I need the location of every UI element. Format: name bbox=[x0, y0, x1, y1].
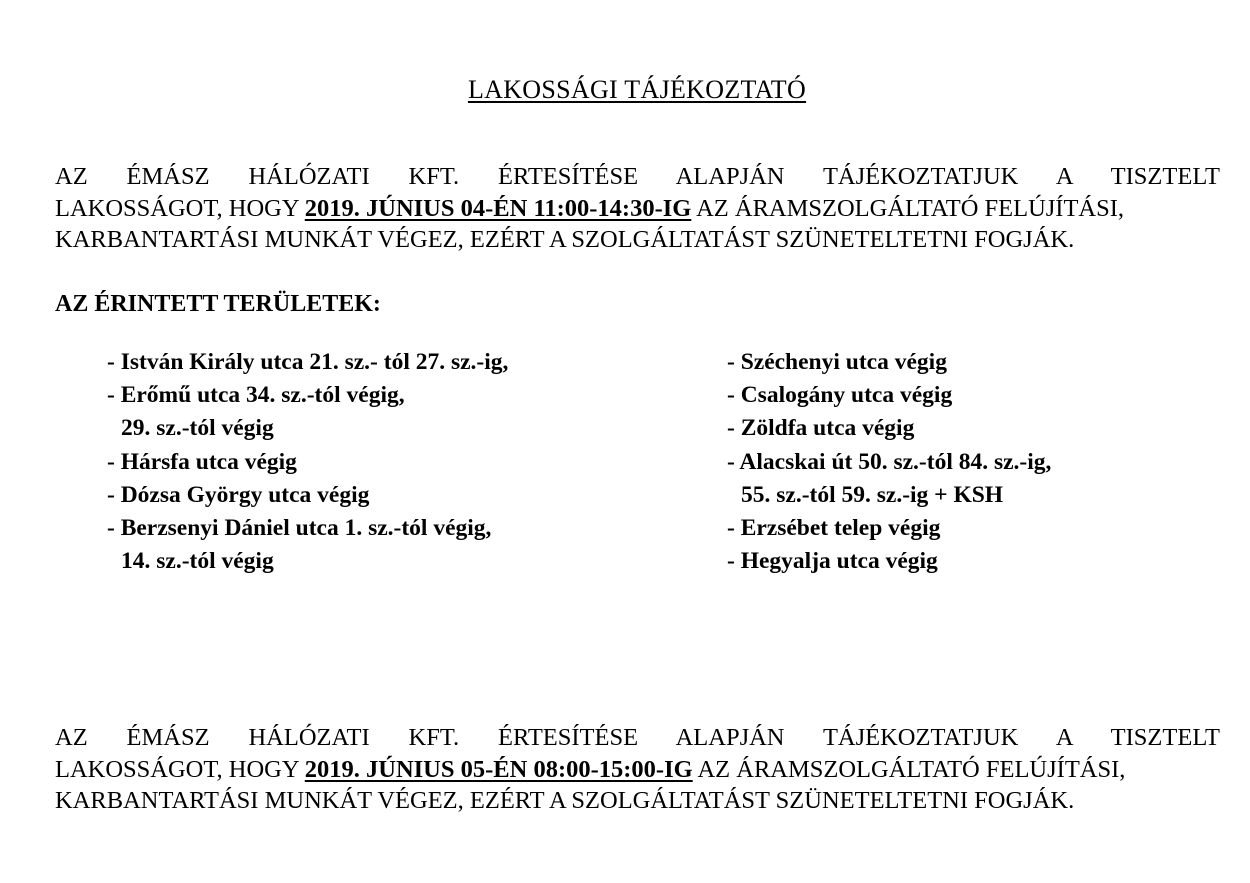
list-item: - Berzsenyi Dániel utca 1. sz.-tól végig, bbox=[107, 515, 492, 542]
outage-date-time: 2019. JÚNIUS 04-ÉN 11:00-14:30-IG bbox=[304, 194, 692, 222]
list-item: - István Király utca 21. sz.- tól 27. sz.-ig, bbox=[107, 349, 509, 375]
notice-text: LAKOSSÁGOT, HOGY bbox=[55, 194, 305, 222]
list-item-continuation: 14. sz.-tól végig bbox=[121, 548, 274, 575]
list-item: - Alacskai út 50. sz.-tól 84. sz.-ig, bbox=[727, 448, 1052, 475]
affected-areas-right-list bbox=[727, 346, 1051, 578]
list-item: - Zöldfa utca végig bbox=[727, 415, 915, 442]
affected-areas-left-list bbox=[107, 346, 508, 578]
notice-line bbox=[55, 754, 1220, 786]
notice-line: AZ ÉMÁSZ HÁLÓZATI KFT. ÉRTESÍTÉSE ALAPJÁN TÁJÉKOZTATJUK A TISZTELT bbox=[55, 724, 1220, 751]
notice-line: KARBANTARTÁSI MUNKÁT VÉGEZ, EZÉRT A SZOLGÁLTATÁST SZÜNETELTETNI FOGJÁK. bbox=[55, 226, 1075, 253]
notice-text: LAKOSSÁGOT, HOGY bbox=[55, 755, 305, 783]
outage-date-time: 2019. JÚNIUS 05-ÉN 08:00-15:00-IG bbox=[304, 755, 693, 783]
list-item: - Erzsébet telep végig bbox=[727, 515, 941, 542]
list-item: - Csalogány utca végig bbox=[727, 382, 953, 409]
list-item-continuation: 29. sz.-tól végig bbox=[121, 415, 274, 442]
page-title: LAKOSSÁGI TÁJÉKOZTATÓ bbox=[467, 75, 807, 104]
notice-paragraph-2 bbox=[55, 722, 1220, 817]
list-item-continuation: 55. sz.-tól 59. sz.-ig + KSH bbox=[741, 481, 1004, 508]
notice-text: AZ ÁRAMSZOLGÁLTATÓ FELÚJÍTÁSI, bbox=[692, 755, 1126, 783]
notice-text: AZ ÁRAMSZOLGÁLTATÓ FELÚJÍTÁSI, bbox=[691, 194, 1125, 222]
list-item: - Erőmű utca 34. sz.-tól végig, bbox=[107, 382, 405, 409]
notice-paragraph-1 bbox=[55, 161, 1220, 256]
notice-line: KARBANTARTÁSI MUNKÁT VÉGEZ, EZÉRT A SZOLGÁLTATÁST SZÜNETELTETNI FOGJÁK. bbox=[55, 787, 1075, 814]
affected-areas-heading: AZ ÉRINTETT TERÜLETEK: bbox=[55, 291, 381, 317]
list-item: - Dózsa György utca végig bbox=[107, 481, 370, 508]
notice-line bbox=[55, 193, 1220, 225]
list-item: - Hegyalja utca végig bbox=[727, 548, 938, 575]
notice-line: AZ ÉMÁSZ HÁLÓZATI KFT. ÉRTESÍTÉSE ALAPJÁN TÁJÉKOZTATJUK A TISZTELT bbox=[55, 163, 1220, 190]
list-item: - Hársfa utca végig bbox=[107, 448, 297, 475]
list-item: - Széchenyi utca végig bbox=[727, 349, 947, 375]
